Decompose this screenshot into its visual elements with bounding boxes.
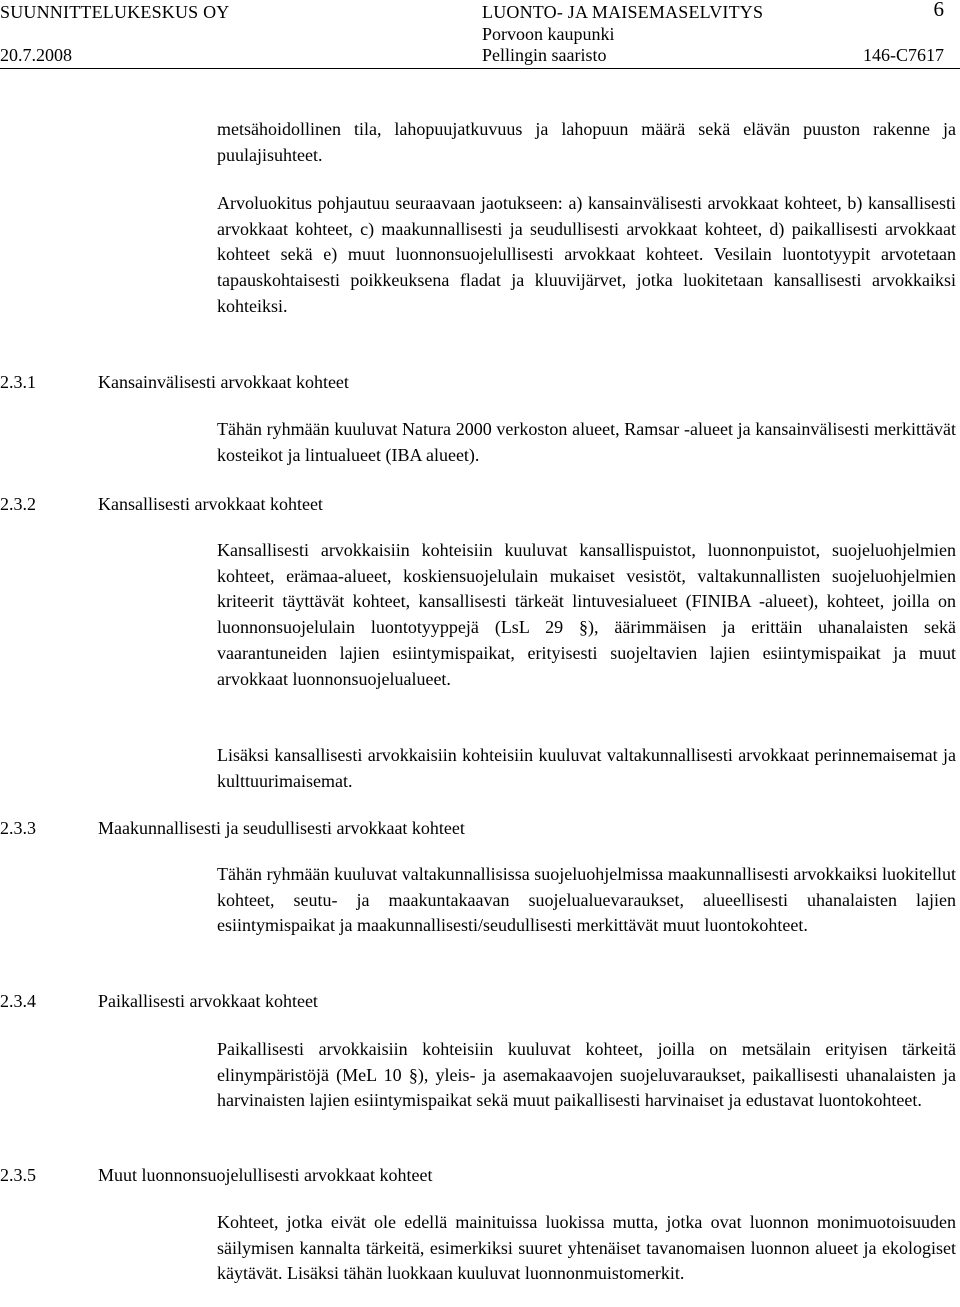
heading-number: 2.3.2 [0, 494, 36, 514]
heading-2-3-4 [0, 989, 318, 1013]
header-company: SUUNNITTELUKESKUS OY [0, 2, 230, 22]
heading-number: 2.3.1 [0, 372, 36, 392]
page-number: 6 [933, 0, 944, 21]
paragraph-intro-continued: metsähoidollinen tila, lahopuujatkuvuus ja lahopuun määrä sekä elävän puuston rakenne ja puulajisuhteet. [217, 119, 956, 165]
paragraph-national-2: Lisäksi kansallisesti arvokkaisiin kohteisiin kuuluvat valtakunnallisesti arvokkaat perinnemaisemat ja kulttuurimaisemat. [217, 745, 956, 791]
header-date: 20.7.2008 [0, 45, 72, 65]
paragraph-local: Paikallisesti arvokkaisiin kohteisiin kuuluvat kohteet, joilla on metsälain erityisen tärkeitä elinympäristöjä (MeL 10 §), yleis- ja asemakaavojen suojeluvaraukset, paikallisesti uhanalaisten ja harvinaisten lajien esiintymispaikat sekä muut paikallisesti harvinaiset ja edustavat luontokohteet. [217, 1039, 956, 1111]
heading-text: Paikallisesti arvokkaat kohteet [98, 991, 318, 1011]
heading-text: Muut luonnonsuojelullisesti arvokkaat kohteet [98, 1165, 433, 1185]
heading-2-3-2 [0, 492, 323, 516]
heading-2-3-1 [0, 370, 349, 394]
paragraph-classification: Arvoluokitus pohjautuu seuraavaan jaotukseen: a) kansainvälisesti arvokkaat kohteet, b) kansallisesti arvokkaat kohteet, c) maakunnallisesti ja seudullisesti arvokkaat kohteet, d) paikallisesti arvokkaat kohteet sekä e) muut luonnonsuojelullisesti arvokkaat kohteet. Vesilain luontotyypit arvotetaan tapauskohtaisesti poikkeuksena fladat ja kluuvijärvet, jotka luokitetaan kansallisesti arvokkaiksi kohteiksi. [217, 193, 956, 316]
header-divider [0, 68, 960, 69]
paragraph-other: Kohteet, jotka eivät ole edellä mainituissa luokissa mutta, jotka ovat luonnon monimuotoisuuden säilymisen kannalta tärkeitä, esimerkiksi suuret yhtenäiset tavanomaisen luonnon alueet ja ekologiset käytävät. Lisäksi tähän luokkaan kuuluvat luonnonmuistomerkit. [217, 1212, 956, 1284]
heading-2-3-5 [0, 1163, 432, 1187]
paragraph-regional: Tähän ryhmään kuuluvat valtakunnallisissa suojeluohjelmissa maakunnallisesti arvokkaiksi luokitellut kohteet, seutu- ja maakuntakaavan suojelualuevaraukset, alueellisesti uhanalaisten lajien esiintymispaikat ja maakunnallisesti/seudullisesti merkittävät muut luontokohteet. [217, 864, 956, 936]
header-area: Pellingin saaristo [482, 45, 607, 65]
heading-text: Kansallisesti arvokkaat kohteet [98, 494, 323, 514]
header-report-title: LUONTO- JA MAISEMASELVITYS [482, 2, 764, 22]
heading-text: Kansainvälisesti arvokkaat kohteet [98, 372, 349, 392]
header-city: Porvoon kaupunki [482, 24, 615, 44]
heading-2-3-3 [0, 816, 465, 840]
heading-number: 2.3.3 [0, 818, 36, 838]
heading-number: 2.3.5 [0, 1165, 36, 1185]
heading-number: 2.3.4 [0, 991, 36, 1011]
paragraph-international: Tähän ryhmään kuuluvat Natura 2000 verkoston alueet, Ramsar -alueet ja kansainvälisesti merkittävät kosteikot ja lintualueet (IBA alueet). [217, 419, 956, 465]
paragraph-national-1: Kansallisesti arvokkaisiin kohteisiin kuuluvat kansallispuistot, luonnonpuistot, suojeluohjelmien kohteet, erämaa-alueet, koskiensuojelulain mukaiset vesistöt, valtakunnallisten suojeluohjelmien kriteerit täyttävät kohteet, kansallisesti tärkeät lintuvesialueet (FINIBA -alueet), kohteet, joilla on luonnonsuojelulain luontotyyppejä (LsL 29 §), äärimmäisen ja erittäin uhanalaisten sekä vaarantuneiden lajien esiintymispaikat, erityisesti suojeltavien lajien esiintymispaikat ja muut arvokkaat luonnonsuojelualueet. [217, 540, 956, 689]
heading-text: Maakunnallisesti ja seudullisesti arvokkaat kohteet [98, 818, 465, 838]
header-project-code: 146-C7617 [863, 45, 944, 65]
